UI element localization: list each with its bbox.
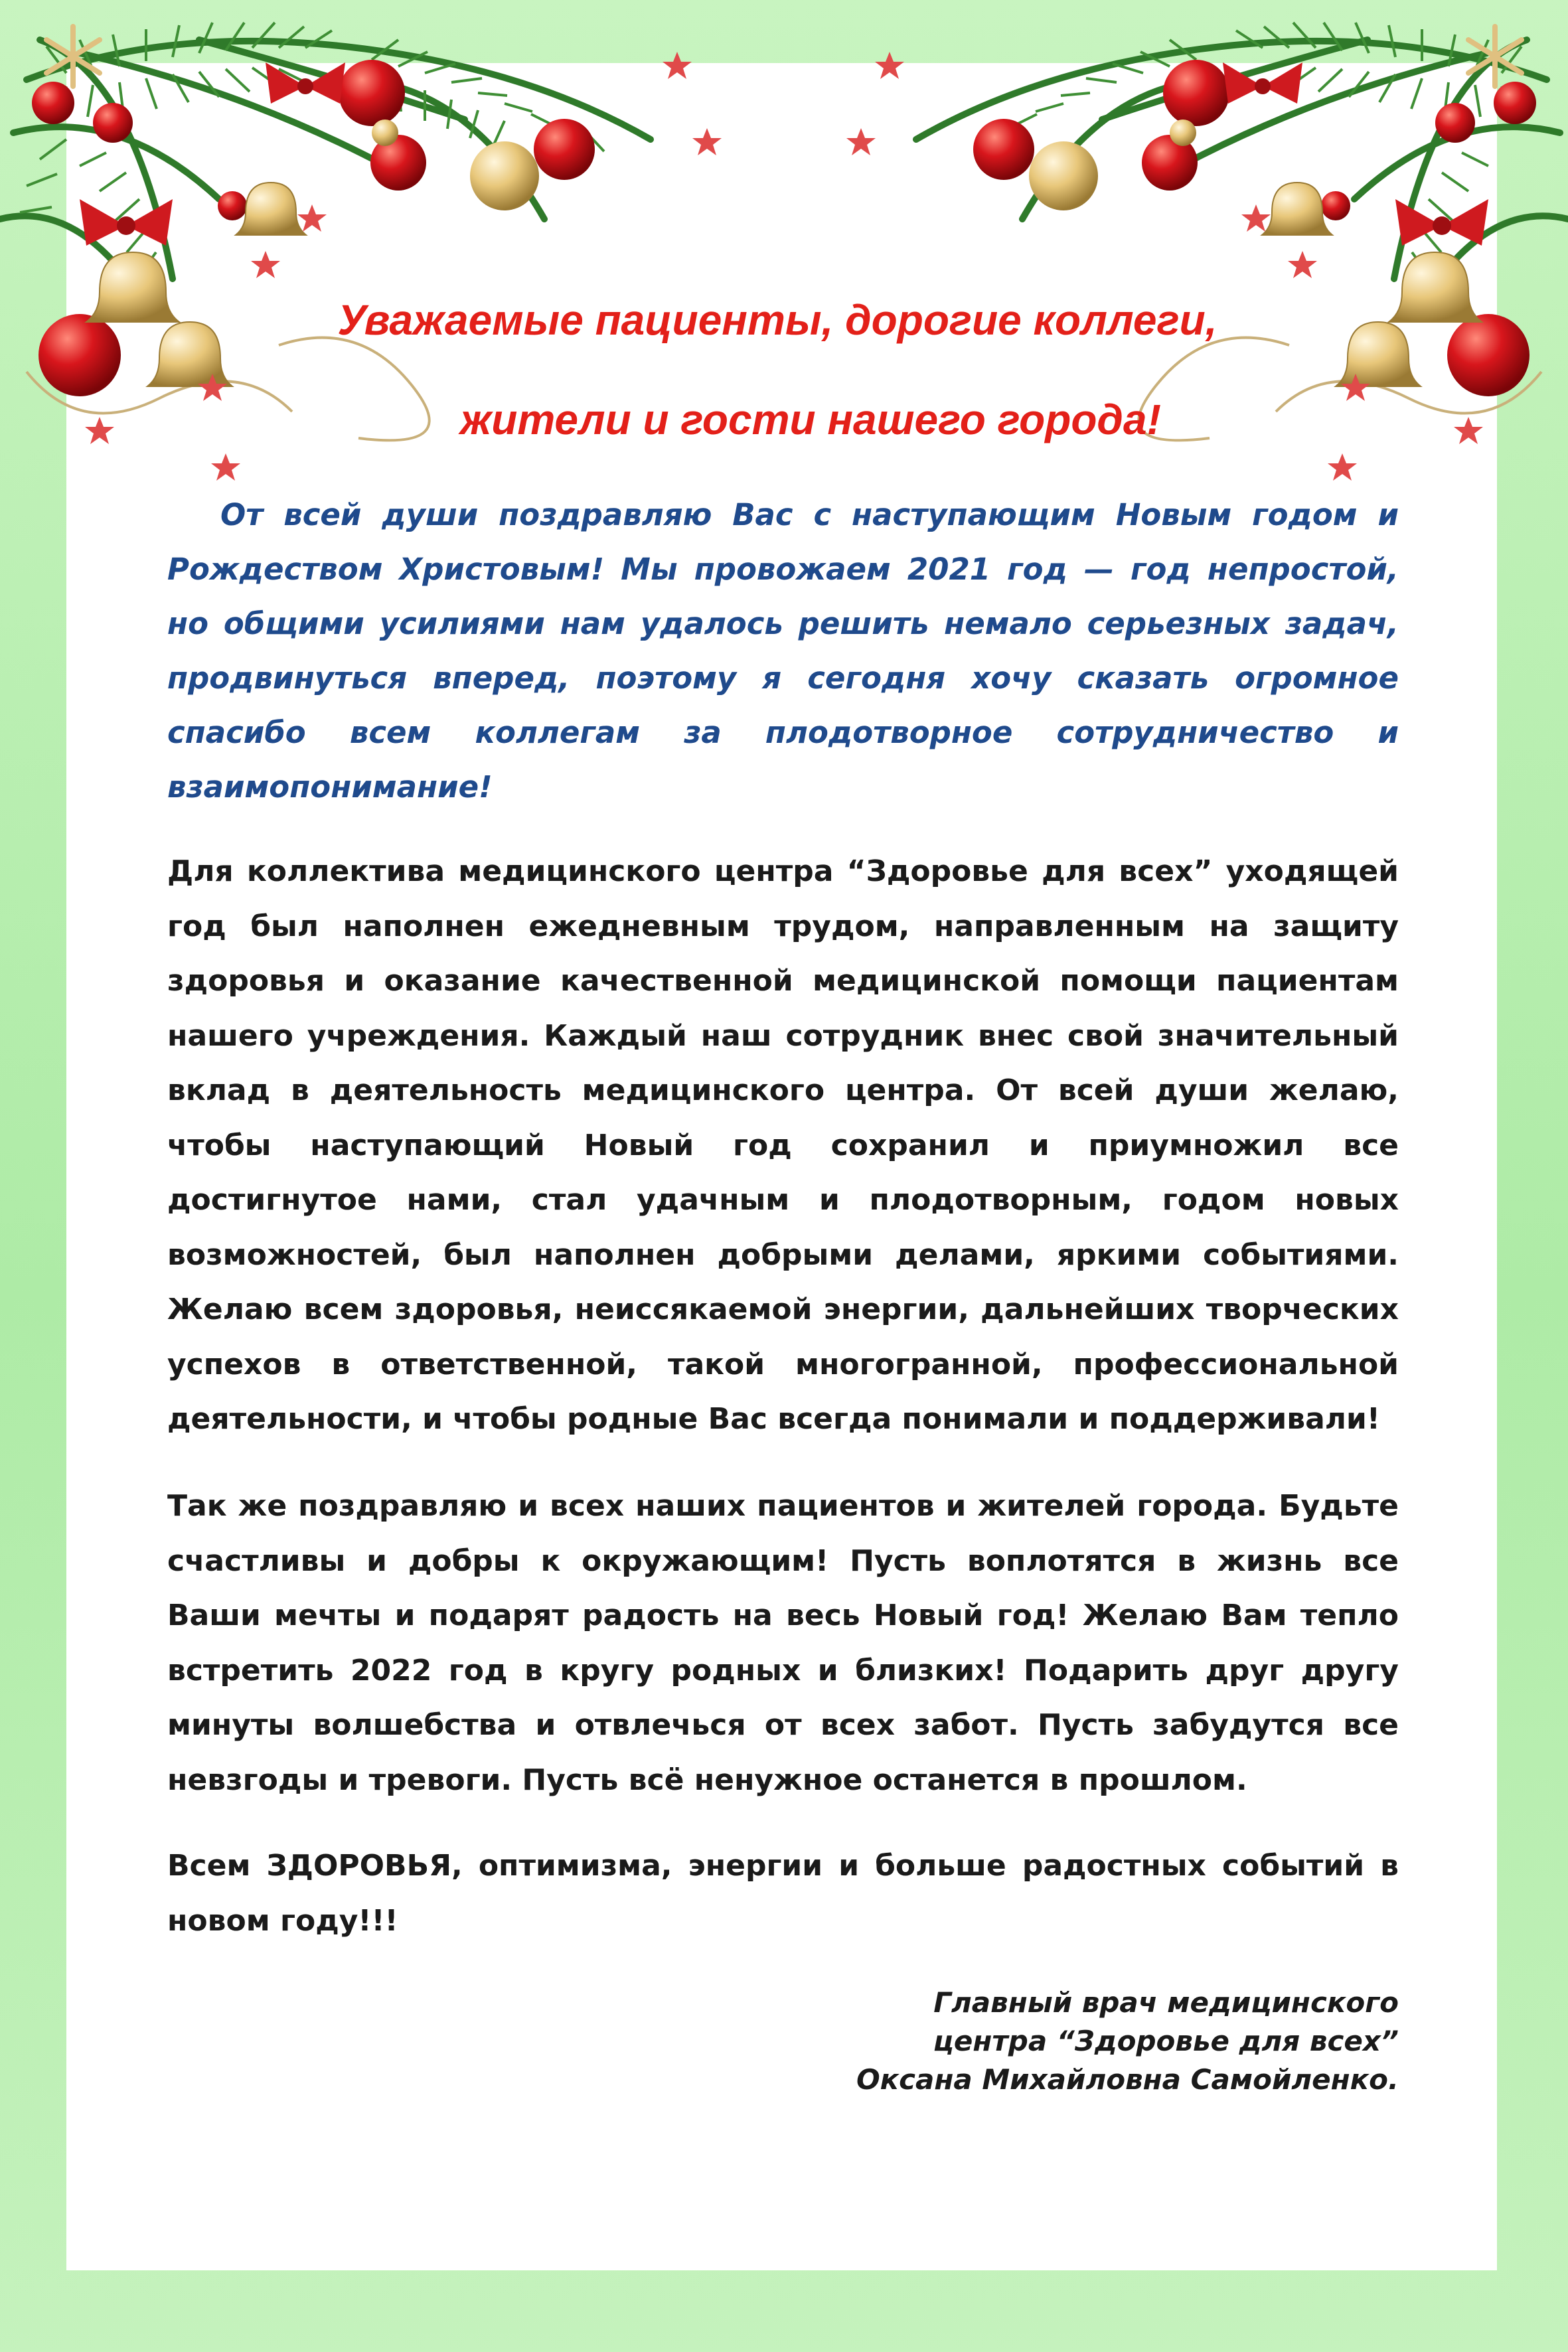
intro-paragraph: От всей души поздравляю Вас с наступающим Новым годом и Рождеством Христовым! Мы провожаем 2021 год — год непростой, но общими усилиями нам удалось решить немало серьезных задач, продвинуться вперед, поэтому я сегодня хочу сказать огромное спасибо всем коллегам за плодотворное сотрудничество и взаимопонимание!	[167, 497, 1399, 805]
signature-line-3: Оксана Михайловна Самойленко.	[856, 2063, 1399, 2096]
body-paragraph-2: Так же поздравляю и всех наших пациентов и жителей города. Будьте счастливы и добры к окружающим! Пусть воплотятся в жизнь все Ваши мечты и подарят радость на весь Новый год! Желаю Вам тепло встретить 2022 год в кругу родных и близких! Подарить друг другу минуты волшебства и отвлечься от всех забот. Пусть забудутся все невзгоды и тревоги. Пусть всё ненужное останется в прошлом.	[167, 1489, 1399, 1797]
signature-line-2: центра “Здоровье для всех”	[933, 2025, 1399, 2057]
signature-line-1: Главный врач медицинского	[933, 1986, 1399, 2019]
body-paragraph-1: Для коллектива медицинского центра “Здоровье для всех” уходящей год был наполнен ежедневным трудом, направленным на защиту здоровья и оказание качественной медицинской помощи пациентам нашего учреждения. Каждый наш сотрудник внес свой значительный вклад в деятельность медицинского центра. От всей души желаю, чтобы наступающий Новый год сохранил и приумножил все достигнутое нами, стал удачным и плодотворным, годом новых возможностей, был наполнен добрыми делами, яркими событиями. Желаю всем здоровья, неиссякаемой энергии, дальнейших творческих успехов в ответственной, такой многогранной, профессиональной деятельности, и чтобы родные Вас всегда понимали и поддерживали!	[167, 854, 1399, 1436]
body-paragraph-3: Всем ЗДОРОВЬЯ, оптимизма, энергии и больше радостных событий в новом году!!!	[167, 1849, 1399, 1938]
title-line-2: жители и гости нашего города!	[460, 396, 1161, 443]
title-line-1: Уважаемые пациенты, дорогие коллеги,	[337, 296, 1217, 344]
signature-block	[856, 1984, 1399, 2099]
